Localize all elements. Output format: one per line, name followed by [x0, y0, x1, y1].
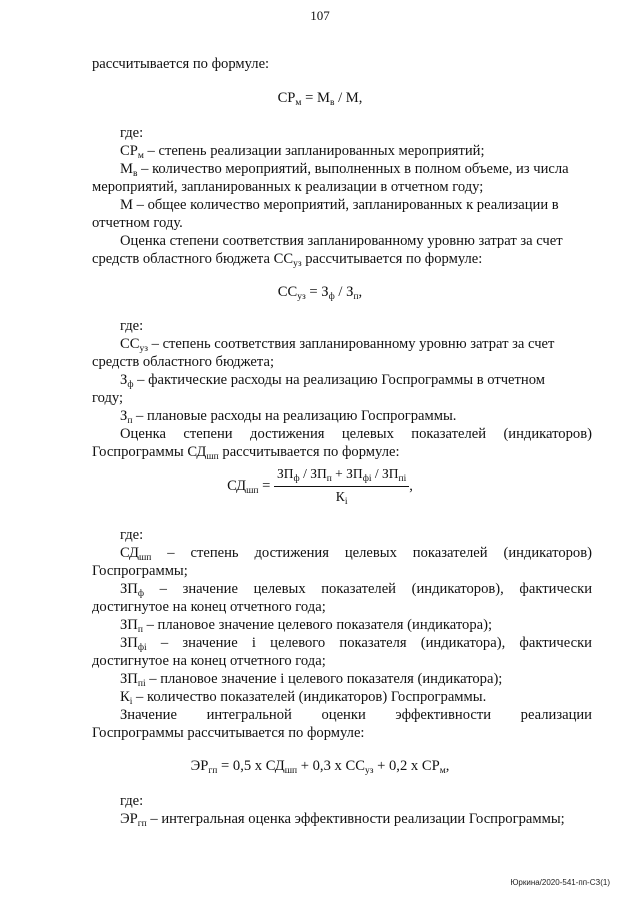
def-zppi: $ЗП_{пi}$ – плановое значение i целевого показателя (индикатора); — [120, 671, 503, 689]
para-cost-1: Оценка степени соответствия запланированному уровню затрат за счет — [120, 233, 563, 249]
para-integral-2: Госпрограммы рассчитывается по формуле: — [92, 725, 365, 741]
where-label: где: — [120, 125, 144, 141]
def-sd: $СД_{шп}$ – степень достижения целевых показателей (индикаторов) — [120, 545, 592, 563]
def-ss: $СС_{уз}$ – степень соответствия запланированному уровню затрат за счет — [120, 336, 555, 354]
formula-sr: $СР_м = М_в / М$, — [277, 90, 363, 108]
where-label-3: где: — [120, 527, 144, 543]
formula-er: $ЭР_{гп} = 0,5$ х $СД_{шп} + 0,3$ х $СС_{уз} + 0,2$ х $СР_м$, — [190, 758, 450, 776]
para-sd-1: Оценка степени достижения целевых показателей (индикаторов) — [120, 426, 592, 442]
def-sd-cont: Госпрограммы; — [92, 563, 188, 579]
formula-sd: $СД_{шп}$ = $\frac{ЗП_ф / ЗП_п + ЗП_{фi} / ЗП_{пi}}{К_i}$ , — [227, 466, 413, 507]
def-m: М – общее количество мероприятий, запланированных к реализации в — [120, 197, 559, 213]
page-number: 107 — [310, 8, 330, 23]
where-label-4: где: — [120, 793, 144, 809]
def-ki: $К_i$ – количество показателей (индикаторов) Госпрограммы. — [120, 689, 487, 707]
fraction-numerator: $ЗП_ф / ЗП_п + ЗП_{фi} / ЗП_{пi}$ — [274, 466, 409, 487]
formula-sd-fraction — [274, 466, 409, 507]
def-zpfi-cont: достигнутое на конец отчетного года; — [92, 653, 326, 669]
def-zpfi: $ЗП_{фi}$ – значение i целевого показателя (индикатора), фактически — [120, 635, 592, 653]
def-zf-cont: году; — [92, 390, 124, 406]
def-mv: $М_в$ – количество мероприятий, выполненных в полном объеме, из числа — [120, 161, 569, 179]
def-sr: $СР_м$ – степень реализации запланированных мероприятий; — [120, 143, 485, 161]
def-m-cont: отчетном году. — [92, 215, 183, 231]
def-zpf: $ЗП_ф$ – значение целевых показателей (индикаторов), фактически — [120, 581, 592, 599]
para-sd-2: Госпрограммы $СД_{шп}$ рассчитывается по формуле: — [92, 444, 400, 462]
def-zpp: $ЗП_п$ – плановое значение целевого показателя (индикатора); — [120, 617, 493, 635]
def-er: $ЭР_{гп}$ – интегральная оценка эффективности реализации Госпрограммы; — [120, 811, 565, 829]
def-zpf-cont: достигнутое на конец отчетного года; — [92, 599, 326, 615]
para-integral-1: Значение интегральной оценки эффективности реализации — [120, 707, 592, 723]
def-zp: $З_п$ – плановые расходы на реализацию Госпрограммы. — [120, 408, 457, 426]
def-mv-cont: мероприятий, запланированных к реализации в отчетном году; — [92, 179, 484, 195]
where-label-2: где: — [120, 318, 144, 334]
def-ss-cont: средств областного бюджета; — [92, 354, 274, 370]
def-zf: $З_ф$ – фактические расходы на реализацию Госпрограммы в отчетном — [120, 372, 545, 390]
document-footer-id: Юркина/2020-541-пп-СЗ(1) — [510, 878, 610, 887]
formula-ss: $СС_{уз} = З_ф / З_п$, — [277, 284, 363, 302]
fraction-denominator: $К_i$ — [335, 489, 348, 507]
para-cost-2: средств областного бюджета $СС_{уз}$ рассчитывается по формуле: — [92, 251, 483, 269]
intro-text: рассчитывается по формуле: — [92, 56, 270, 72]
